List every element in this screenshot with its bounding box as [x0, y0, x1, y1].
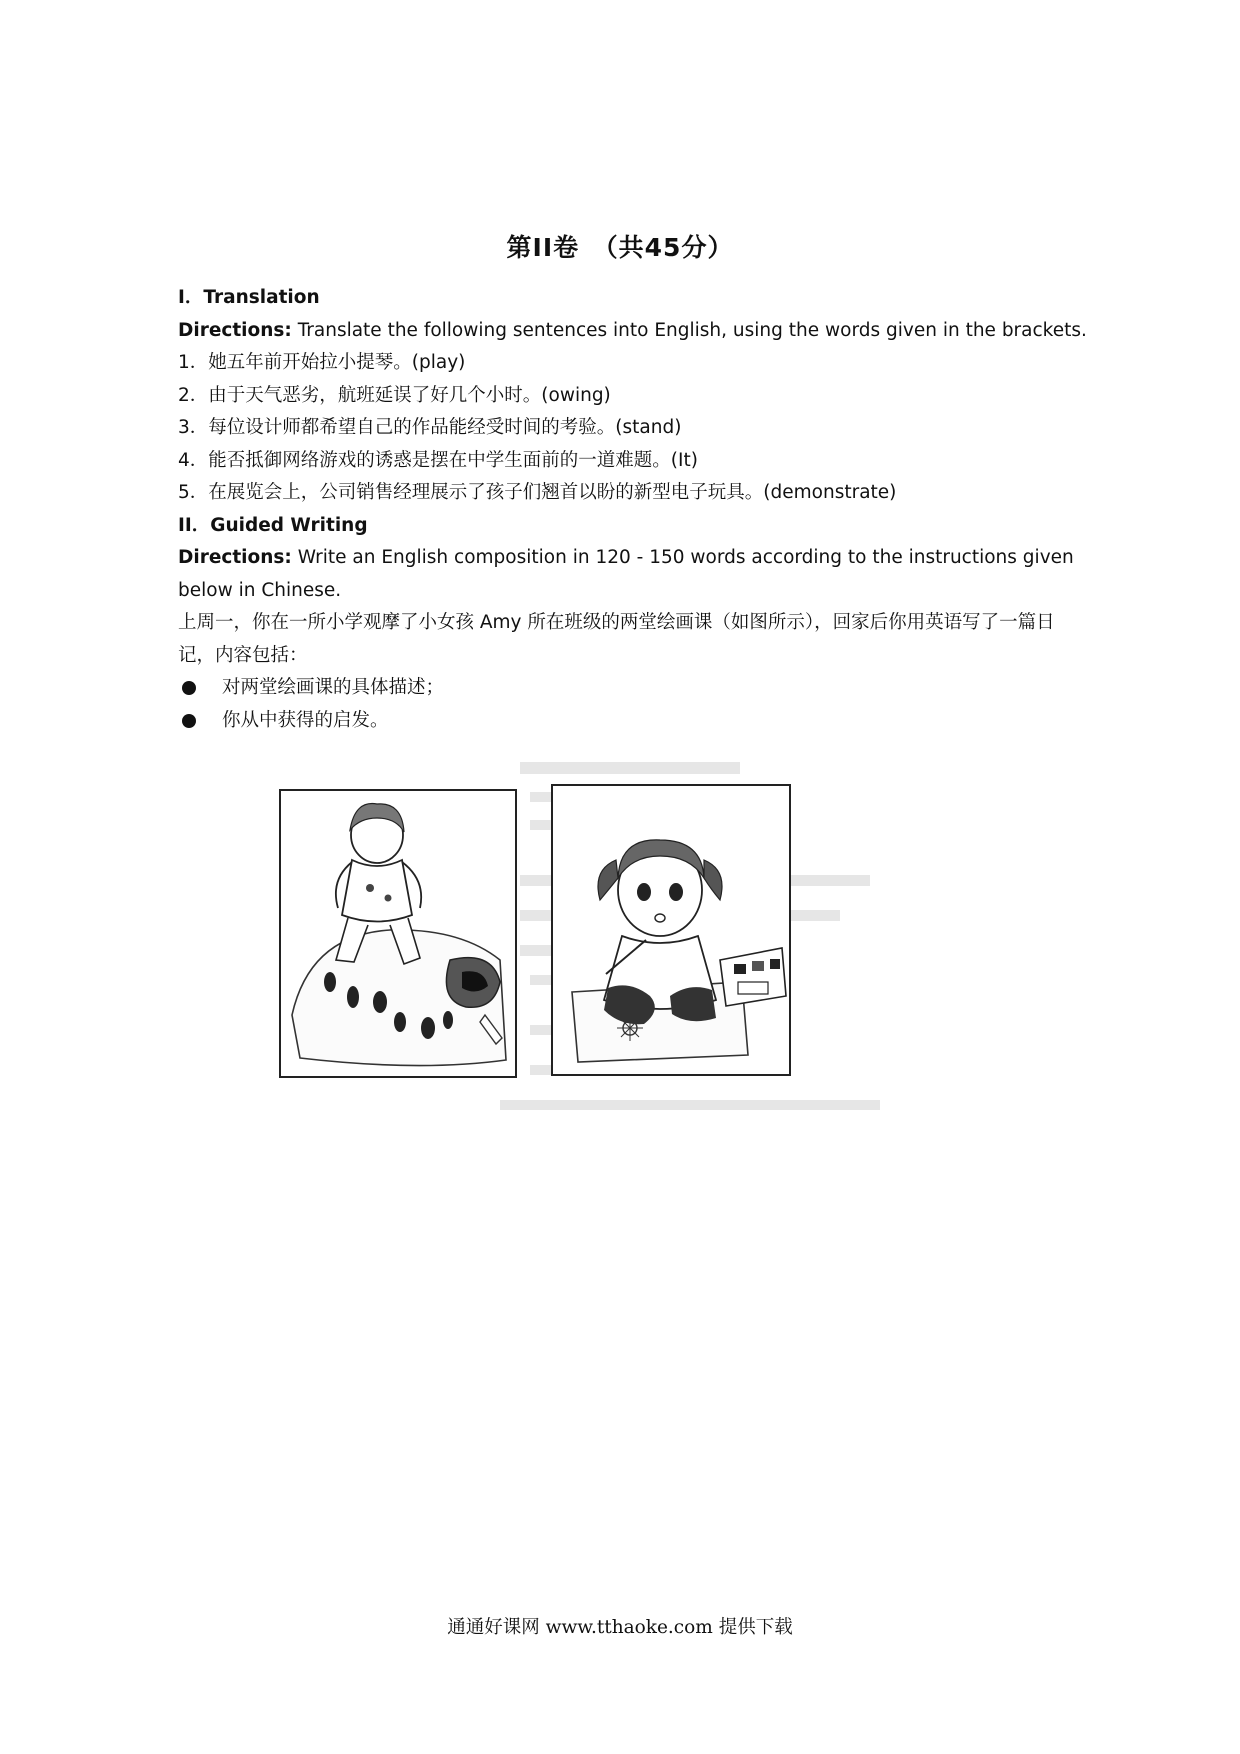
illustration-panels: [270, 760, 970, 1130]
translation-item-1: 1．她五年前开始拉小提琴。(play): [178, 352, 466, 373]
translation-item-5: 5．在展览会上，公司销售经理展示了孩子们翘首以盼的新型电子玩具。(demonstrate): [178, 482, 897, 503]
translation-directions: [178, 315, 1087, 348]
bullet-icon: [182, 714, 196, 728]
bullet-item-2: 你从中获得的启发。: [178, 705, 1078, 738]
left-panel: [280, 790, 516, 1077]
writing-heading: II．Guided Writing: [178, 514, 368, 536]
bullet-icon: [182, 681, 196, 695]
section-title: 第II卷 （共45分）: [506, 233, 734, 262]
bullet-item-1: 对两堂绘画课的具体描述；: [178, 672, 1078, 705]
right-panel: [552, 785, 790, 1075]
translation-item-3: 3．每位设计师都希望自己的作品能经受时间的考验。(stand): [178, 417, 682, 438]
directions-text: Write an English composition in 120 - 150 words according to the instructions given below in Chinese.: [178, 547, 1074, 601]
directions-label: Directions:: [178, 547, 292, 568]
translation-item-2: 2．由于天气恶劣，航班延误了好几个小时。(owing): [178, 384, 611, 406]
writing-prompt: 上周一，你在一所小学观摩了小女孩 Amy 所在班级的两堂绘画课（如图所示），回家后你用英语写了一篇日记，内容包括：: [178, 612, 1055, 666]
translation-item-4: 4．能否抵御网络游戏的诱惑是摆在中学生面前的一道难题。(It): [178, 449, 698, 471]
writing-directions: [178, 542, 1078, 607]
footer-credit: 通通好课网 www.tthaoke.com 提供下载: [447, 1617, 793, 1638]
translation-heading: I．Translation: [178, 287, 320, 308]
directions-label: Directions:: [178, 319, 292, 341]
directions-text: Translate the following sentences into English, using the words given in the brackets.: [291, 319, 1087, 341]
content-body: [178, 282, 1087, 737]
